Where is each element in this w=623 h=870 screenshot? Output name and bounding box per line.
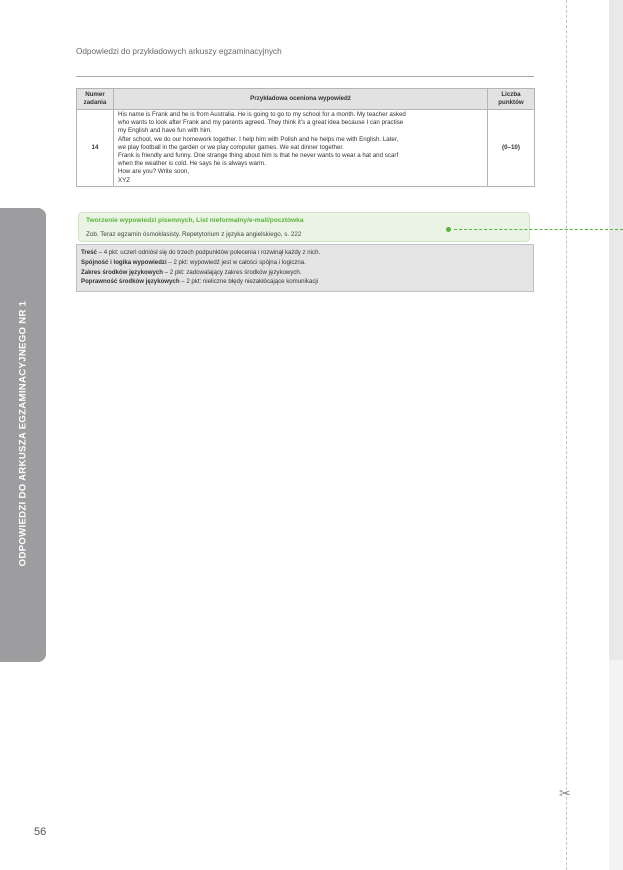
answer-line: His name is Frank and he is from Australia. He is going to go to my school for a month. My teacher asked [118, 111, 406, 118]
page-number: 56 [34, 826, 47, 838]
answer-line: How are you? Write soon, [118, 168, 190, 176]
criterion-coherence: Spójność i logika wypowiedzi – 2 pkt: wypowiedź jest w całości spójna i logiczna. [81, 258, 306, 266]
note-title: Tworzenie wypowiedzi pisemnych, List nieformalny/e-mail/pocztówka [86, 217, 304, 224]
side-tab-label: ODPOWIEDZI DO ARKUSZA EGZAMINACYJNEGO NR 1 [17, 300, 29, 567]
table-header-row [77, 89, 535, 110]
answer-line: when the weather is cold. He says he is always warm. [118, 160, 266, 168]
column-header-answer: Przykładowa oceniona wypowiedź [114, 89, 488, 110]
criterion-range: Zakres środków językowych – 2 pkt: zadowalający zakres środków językowych. [81, 268, 302, 276]
answer-line: After school, we do our homework together. I help him with Polish and he helps me with English. Later, [118, 135, 399, 143]
scoring-criteria [76, 244, 534, 292]
points-range: (0–10) [488, 110, 535, 187]
table-row [77, 110, 535, 187]
answer-line: XYZ [118, 176, 131, 184]
answer-line: Frank is friendly and funny. One strange thing about him is that he never wants to wear a hat and scarf [118, 152, 399, 160]
column-header-number: Numer zadania [77, 89, 114, 110]
cut-line [566, 0, 567, 870]
scissors-icon: ✂ [559, 785, 571, 801]
column-header-points: Liczba punktów [488, 89, 535, 110]
answer-line: who wants to look after Frank and my parents agreed. They think it’s a great idea because I can practise [118, 119, 404, 127]
header-rule [76, 76, 534, 77]
running-header: Odpowiedzi do przykładowych arkuszy egzaminacyjnych [76, 47, 282, 56]
task-number: 14 [77, 110, 114, 187]
sample-answer [114, 110, 488, 187]
answer-line: we play football in the garden or we play computer games. We eat dinner together. [118, 143, 344, 151]
note-reference: Zob. Teraz egzamin ósmoklasisty. Repetytorium z języka angielskiego, s. 222 [86, 231, 302, 238]
connector-dot [446, 227, 451, 232]
criterion-accuracy: Poprawność środków językowych – 2 pkt: nieliczne błędy niezakłócające komunikacji [81, 278, 319, 286]
criterion-content: Treść – 4 pkt: uczeń odniósł się do trzech podpunktów polecenia i rozwinął każdy z nich. [81, 249, 321, 256]
connector-dashed-line [454, 229, 623, 230]
answer-table [76, 88, 535, 187]
page-edge-strip-lower [609, 660, 623, 870]
answer-line: my English and have fun with him. [118, 127, 212, 135]
reference-note [78, 212, 530, 242]
